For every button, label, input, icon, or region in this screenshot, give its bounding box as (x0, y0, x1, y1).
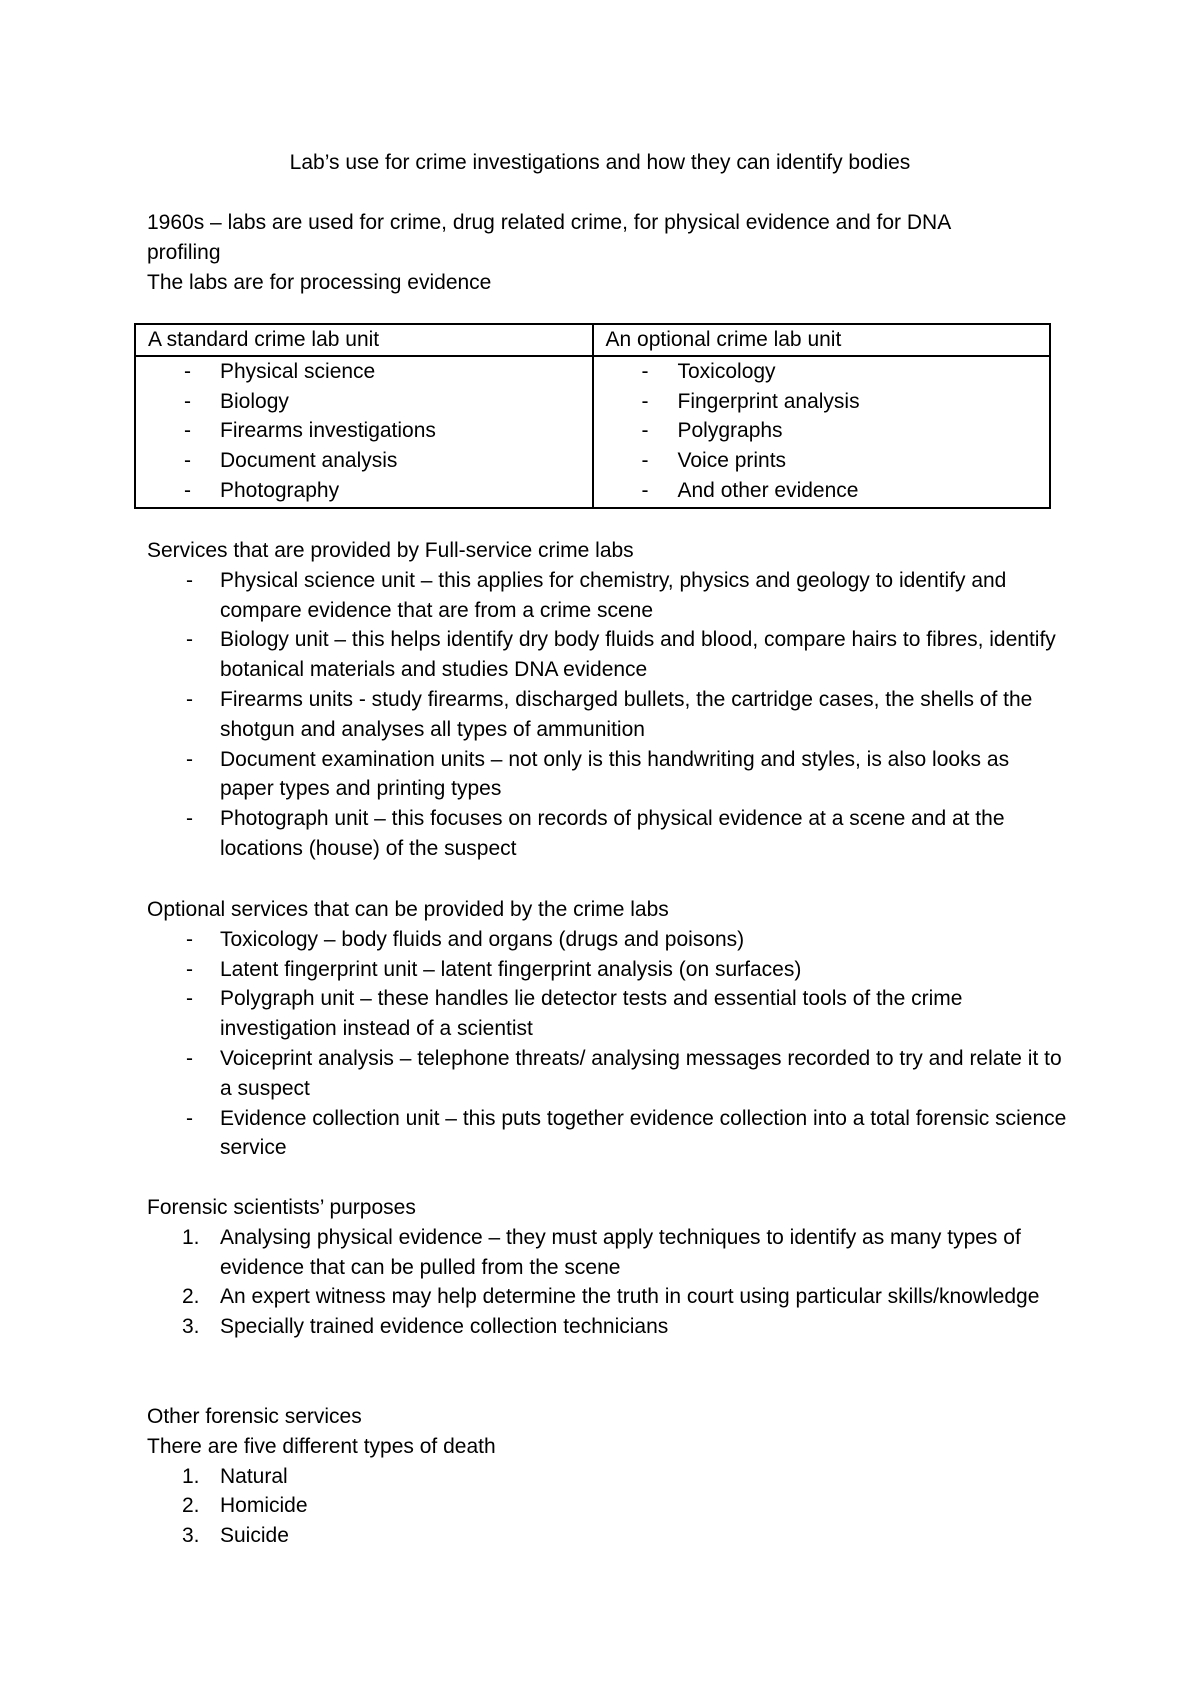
optional-services-section (147, 895, 1067, 1163)
standard-unit-biology: Biology (220, 389, 289, 413)
intro-line-2: The labs are for processing evidence (147, 270, 492, 294)
optional-service-item: Latent fingerprint unit – latent fingerprint analysis (on surfaces) (220, 957, 802, 981)
standard-units-cell (135, 356, 593, 508)
list-item (147, 685, 1067, 745)
death-types-list (147, 1462, 1067, 1551)
dash-marker: - (186, 747, 193, 771)
intro-line-1: 1960s – labs are used for crime, drug related crime, for physical evidence and for DNA profiling (147, 211, 951, 264)
list-item (147, 925, 1067, 955)
number-marker: 3. (182, 1315, 200, 1339)
dash-marker: - (186, 987, 193, 1011)
number-marker: 1. (182, 1464, 200, 1488)
dash-marker: - (641, 389, 649, 413)
death-type-item: Natural (220, 1464, 288, 1488)
table-header-row (135, 324, 1050, 356)
dash-marker: - (641, 419, 649, 443)
header-standard-unit: A standard crime lab unit (135, 324, 593, 356)
dash-marker: - (641, 359, 649, 383)
full-service-heading: Services that are provided by Full-service crime labs (147, 539, 634, 562)
header-optional-unit: An optional crime lab unit (593, 324, 1051, 356)
dash-marker: - (184, 359, 191, 383)
other-services-section (147, 1402, 1067, 1551)
full-service-section (147, 536, 1067, 864)
optional-unit-other-evidence: And other evidence (677, 478, 859, 502)
optional-unit-fingerprint: Fingerprint analysis (677, 389, 860, 413)
optional-service-item: Toxicology – body fluids and organs (drugs and poisons) (220, 927, 745, 951)
dash-marker: - (184, 389, 191, 413)
dash-marker: - (184, 419, 191, 443)
number-marker: 3. (182, 1524, 200, 1548)
standard-unit-photography: Photography (220, 478, 340, 502)
list-item (147, 566, 1067, 626)
other-services-heading: Other forensic services (147, 1405, 362, 1428)
list-item (147, 1491, 1067, 1521)
dash-marker: - (186, 1046, 193, 1070)
list-item (147, 1104, 1067, 1164)
list-item (148, 446, 592, 476)
list-item (147, 984, 1067, 1044)
list-item (606, 387, 1050, 417)
full-service-item: Physical science unit – this applies for chemistry, physics and geology to identify and compare evidence that are from a crime scene (220, 568, 1007, 622)
list-item (148, 387, 592, 417)
list-item (147, 1312, 1067, 1342)
optional-services-list (147, 925, 1067, 1163)
dash-marker: - (186, 1106, 193, 1130)
number-marker: 2. (182, 1285, 200, 1309)
purposes-heading: Forensic scientists’ purposes (147, 1196, 416, 1219)
standard-unit-firearms: Firearms investigations (220, 419, 436, 443)
full-service-item: Biology unit – this helps identify dry body fluids and blood, compare hairs to fibres, identify botanical materials and studies DNA evidence (220, 628, 1056, 682)
intro-section (147, 208, 1027, 297)
list-item (147, 1223, 1067, 1283)
death-type-item: Homicide (220, 1494, 308, 1518)
list-item (606, 357, 1050, 387)
dash-marker: - (186, 568, 193, 592)
optional-service-item: Polygraph unit – these handles lie detector tests and essential tools of the crime investigation instead of a scientist (220, 987, 963, 1041)
dash-marker: - (186, 628, 193, 652)
standard-unit-physical-science: Physical science (220, 359, 376, 383)
standard-unit-document-analysis: Document analysis (220, 449, 398, 473)
list-item (147, 955, 1067, 985)
full-service-item: Firearms units - study firearms, discharged bullets, the cartridge cases, the shells of the shotgun and analyses all types of ammunition (220, 687, 1033, 741)
list-item (147, 625, 1067, 685)
purpose-item: Specially trained evidence collection technicians (220, 1315, 669, 1339)
optional-unit-polygraphs: Polygraphs (677, 419, 783, 443)
list-item (606, 476, 1050, 506)
list-item (147, 804, 1067, 864)
purposes-section (147, 1193, 1067, 1342)
list-item (606, 416, 1050, 446)
list-item (147, 745, 1067, 805)
full-service-item: Document examination units – not only is this handwriting and styles, is also looks as paper types and printing types (220, 747, 1010, 801)
document-title: Lab’s use for crime investigations and how they can identify bodies (289, 151, 911, 174)
optional-services-heading: Optional services that can be provided by the crime labs (147, 898, 669, 921)
number-marker: 2. (182, 1494, 200, 1518)
list-item (147, 1521, 1067, 1551)
purpose-item: Analysing physical evidence – they must apply techniques to identify as many types of evidence that can be pulled from the scene (220, 1225, 1021, 1279)
dash-marker: - (641, 478, 649, 502)
death-types-subheading: There are five different types of death (147, 1434, 496, 1458)
standard-units-list (148, 357, 592, 506)
list-item (147, 1282, 1067, 1312)
purpose-item: An expert witness may help determine the truth in court using particular skills/knowledge (220, 1285, 1040, 1309)
list-item (148, 476, 592, 506)
death-type-item: Suicide (220, 1524, 289, 1548)
dash-marker: - (641, 449, 649, 473)
optional-unit-toxicology: Toxicology (677, 359, 776, 383)
number-marker: 1. (182, 1225, 200, 1249)
list-item (147, 1462, 1067, 1492)
dash-marker: - (184, 449, 191, 473)
dash-marker: - (186, 957, 193, 981)
full-service-list (147, 566, 1067, 864)
list-item (147, 1044, 1067, 1104)
full-service-item: Photograph unit – this focuses on records of physical evidence at a scene and at the locations (house) of the suspect (220, 807, 1005, 860)
dash-marker: - (186, 687, 193, 711)
dash-marker: - (186, 807, 193, 831)
list-item (606, 446, 1050, 476)
purposes-list (147, 1223, 1067, 1342)
dash-marker: - (184, 478, 191, 502)
table-body-row (135, 356, 1050, 508)
optional-service-item: Voiceprint analysis – telephone threats/ analysing messages recorded to try and relate it to a suspect (220, 1046, 1062, 1100)
optional-units-cell (593, 356, 1051, 508)
dash-marker: - (186, 927, 193, 951)
optional-units-list (606, 357, 1050, 506)
list-item (148, 416, 592, 446)
crime-lab-units-table (134, 323, 1051, 509)
list-item (148, 357, 592, 387)
optional-service-item: Evidence collection unit – this puts together evidence collection into a total forensic science service (220, 1106, 1067, 1160)
optional-unit-voice-prints: Voice prints (677, 449, 787, 473)
